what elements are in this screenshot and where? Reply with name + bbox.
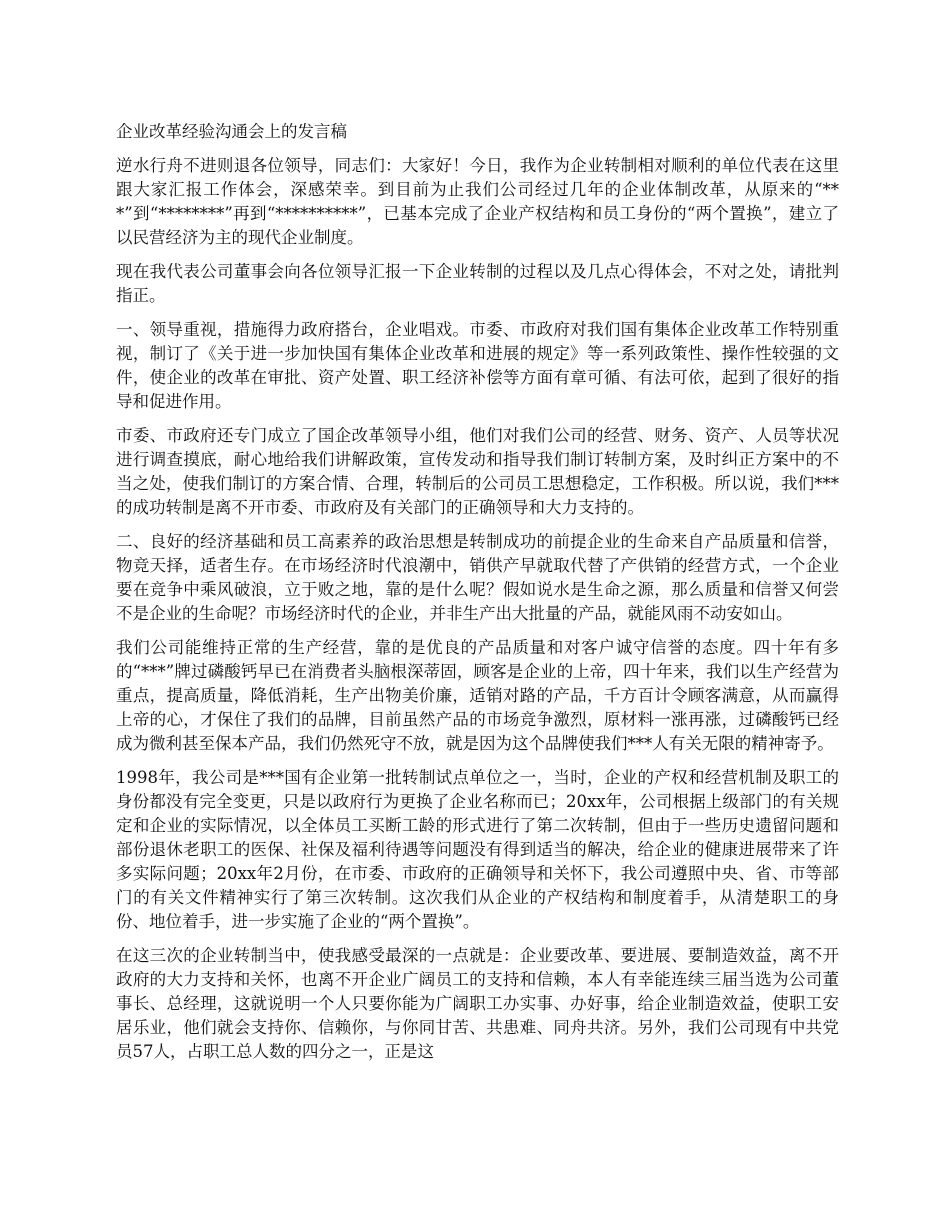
paragraph-section-one: 一、领导重视，措施得力政府搭台，企业唱戏。市委、市政府对我们国有集体企业改革工作特别重视，制订了《关于进一步加快国有集体企业改革和进展的规定》等一系列政策性、操作性较强的文件，使企业的改革在审批、资产处置、职工经济补偿等方面有章可循、有法可依，起到了很好的指导和促进作用。 (116, 320, 839, 411)
paragraph-product-quality: 我们公司能维持正常的生产经营，靠的是优良的产品质量和对客户诚守信誉的态度。四十年有多的“***”牌过磷酸钙早已在消费者头脑根深蒂固，顾客是企业的上帝，四十年来，我们以生产经营为重点，提高质量，降低消耗，生产出物美价廉，适销对路的产品，千方百计令顾客满意，从而赢得上帝的心，才保住了我们的品牌，目前虽然产品的市场竞争激烈，原材料一涨再涨，过磷酸钙已经成为微利甚至保本产品，我们仍然死守不放，就是因为这个品牌使我们***人有关无限的精神寄予。 (116, 638, 839, 753)
paragraph-reform-reflection: 在这三次的企业转制当中，使我感受最深的一点就是：企业要改革、要进展、要制造效益，离不开政府的大力支持和关怀，也离不开企业广阔员工的支持和信赖，本人有幸能连续三届当选为公司董事长、总经理，这就说明一个人只要你能为广阔职工办实事、办好事，给企业制造效益，使职工安居乐业，他们就会支持你、信赖你，与你同甘苦、共患难、同舟共济。另外，我们公司现有中共党员57人，占职工总人数的四分之一，正是这 (116, 946, 839, 1061)
document-page (116, 120, 839, 1074)
paragraph-leadership-support: 市委、市政府还专门成立了国企改革领导小组，他们对我们公司的经营、财务、资产、人员等状况进行调查摸底，耐心地给我们讲解政策，宣传发动和指导我们制订转制方案，及时纠正方案中的不当之处，使我们制订的方案合情、合理，转制后的公司员工思想稳定，工作积极。所以说，我们***的成功转制是离不开市委、市政府及有关部门的正确领导和大力支持的。 (116, 426, 839, 517)
paragraph-greeting: 逆水行舟不进则退各位领导，同志们：大家好！今日，我作为企业转制相对顺利的单位代表在这里跟大家汇报工作体会，深感荣幸。到目前为止我们公司经过几年的企业体制改革，从原来的“***”到“********”再到“**********”，已基本完成了企业产权结构和员工身份的“两个置换”，建立了以民营经济为主的现代企业制度。 (116, 156, 839, 247)
paragraph-reform-history: 1998年，我公司是***国有企业第一批转制试点单位之一，当时，企业的产权和经营机制及职工的身份都没有完全变更，只是以政府行为更换了企业名称而已；20xx年，公司根据上级部门的有关规定和企业的实际情况，以全体员工买断工龄的形式进行了第二次转制，但由于一些历史遗留问题和部份退休老职工的医保、社保及福利待遇等问题没有得到适当的解决，给企业的健康进展带来了许多实际问题；20xx年2月份，在市委、市政府的正确领导和关怀下，我公司遵照中央、省、市等部门的有关文件精神实行了第三次转制。这次我们从企业的产权结构和制度着手，从清楚职工的身份、地位着手，进一步实施了企业的“两个置换”。 (116, 768, 839, 931)
paragraph-intro: 现在我代表公司董事会向各位领导汇报一下企业转制的过程以及几点心得体会，不对之处，请批判指正。 (116, 262, 839, 305)
paragraph-section-two: 二、良好的经济基础和员工高素养的政治思想是转制成功的前提企业的生命来自产品质量和信誉，物竞天择，适者生存。在市场经济时代浪潮中，销供产早就取代替了产供销的经营方式，一个企业要在竞争中乘风破浪，立于败之地，靠的是什么呢？假如说水是生命之源，那么质量和信誉又何尝不是企业的生命呢？市场经济时代的企业，并非生产出大批量的产品，就能风雨不动安如山。 (116, 532, 839, 623)
document-title: 企业改革经验沟通会上的发言稿 (116, 122, 347, 141)
